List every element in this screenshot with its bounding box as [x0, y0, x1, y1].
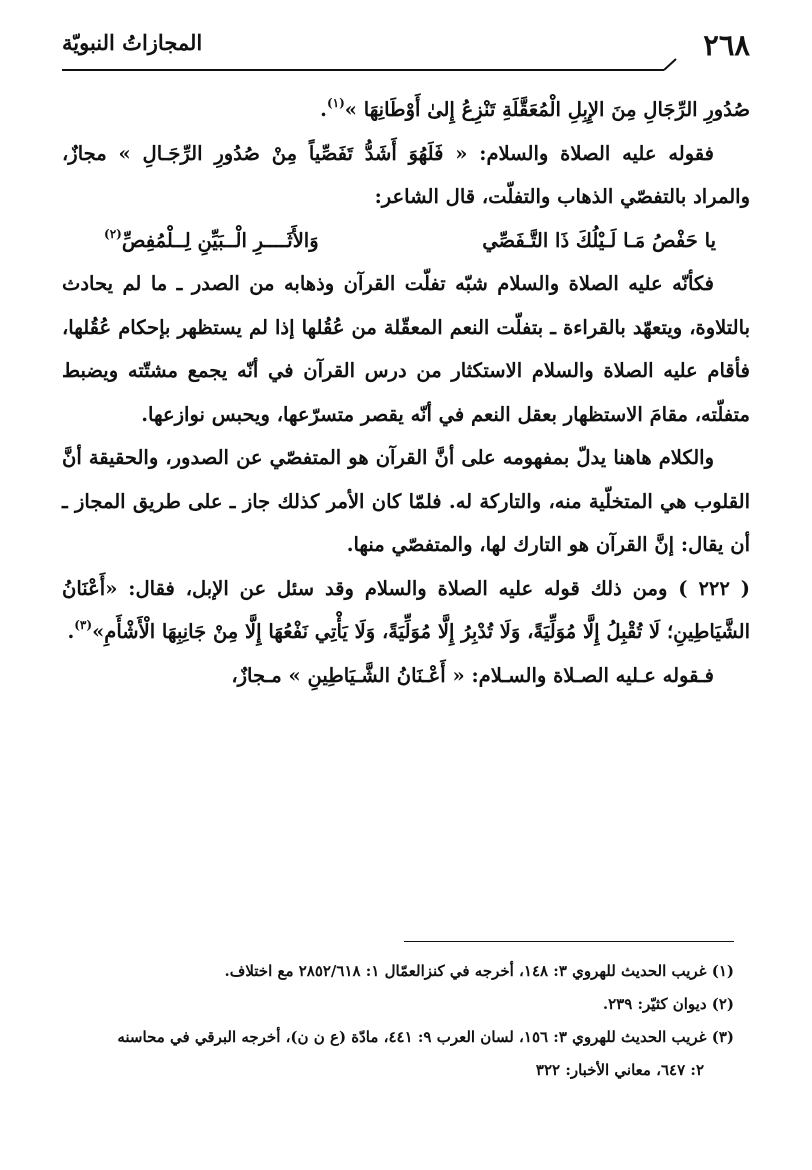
footnotes: [62, 955, 734, 1087]
verse-second-hemistich: وَالأَثَــــرِ الْــبَيِّنِ لِــلْمُفِصِّ$^{(٢)}$: [104, 226, 319, 252]
footnote-ref-3: (٣): [74, 618, 93, 632]
page-header: [62, 30, 750, 72]
footnote-ref-1: (١): [326, 96, 345, 110]
footnote-3: (٣) غريب الحديث للهروي ٣: ١٥٦، لسان العرب ٩: ٤٤١، مادّة (ع ن ن)، أخرجه البرقي في محاسنه: [117, 1028, 734, 1046]
hadith-text: أَعْنَانُ الشَّيَاطِينِ؛ لَا تُقْبِلُ إِلَّا مُوَلِّيَةً، وَلَا تُدْبِرُ إِلَّا مُوَلِّيَةً، وَلَا يَأْتِي نَفْعُهَا إِلَّا مِنْ جَانِبِهَا الْأَشْأَمِ: [62, 576, 750, 643]
paragraph-analogy: فكأنّه عليه الصلاة والسلام شبّه تفلّت القرآن وذهابه من الصدر ـ ما لم يحادث بالتلاوة، ويتعهّد بالقراءة ـ بتفلّت النعم المعقّلة من عُقُلها إذا لم يستظهر بإحكام عُقُلها، فأقام عليه الصلاة والسلام الاستكثار من درس القرآن في أنّه يجمع مشتّته ويضبط متفلّته، مقامَ الاستظهار بعقل النعم في أنّه يقصر متسرّعها، ويحبس نوازعها.: [62, 272, 750, 426]
paragraph-continuation: صُدُورِ الرِّجَالِ مِنَ الإِبِلِ الْمُعَقَّلَةِ تَنْزِعُ إِلىٰ أَوْطَانِهَا »$^{(١)}$.: [320, 96, 750, 121]
footnote-ref-2: (٢): [104, 226, 122, 241]
footnote-3-continuation: ٢: ٦٤٧، معاني الأخبار: ٣٢٢: [535, 1061, 704, 1079]
main-text: [62, 88, 750, 697]
hadith-entry: ( ٢٢٢ ) ومن ذلك قوله عليه الصلاة والسلام وقد سئل عن الإبل، فقال: «أَعْنَانُ الشَّيَاطِينِ؛ لَا تُقْبِلُ إِلَّا مُوَلِّيَةً، وَلَا تُدْبِرُ إِلَّا مُوَلِّيَةً، وَلَا يَأْتِي نَفْعُهَا إِلَّا مِنْ جَانِبِهَا الْأَشْأَمِ»$^{(٣)}$.: [62, 576, 750, 643]
header-rule: [62, 58, 750, 72]
paragraph-quote-explanation: فقوله عليه الصلاة والسلام: « فَلَهُوَ أَشَدُّ تَفَصِّياً مِنْ صُدُورِ الرِّجَـالِ » مجازٌ، والمراد بالتفصّي الذهاب والتفلّت، قال الشاعر:: [62, 141, 750, 208]
paragraph-commentary: فـقوله عـليه الصـلاة والسـلام: « أَعْـنَانُ الشَّـيَاطِينِ » مـجازٌ،: [231, 663, 714, 687]
running-title: المجازاتُ النبويّة: [62, 30, 203, 55]
paragraph-reality: والكلام هاهنا يدلّ بمفهومه على أنَّ القرآن هو المتفصّي عن الصدور، والحقيقة أنَّ القلوب هي المتخلّية منه، والتاركة له. فلمّا كان الأمر كذلك جاز ـ على طريق المجاز ـ أن يقال: إنَّ القرآن هو التارك لها، والمتفصّي منها.: [62, 446, 750, 556]
footnote-2: (٢) ديوان كثيّر: ٢٣٩.: [602, 995, 734, 1013]
verse-first-hemistich: يا حَفْصُ مَـا لَـيْلُكَ ذَا التَّـفَصِّي: [482, 228, 716, 252]
footnote-divider: [404, 941, 734, 942]
hadith-number: ( ٢٢٢ ): [678, 576, 750, 600]
poem-verse: [62, 219, 750, 263]
footnote-1: (١) غريب الحديث للهروي ٣: ١٤٨، أخرجه في كنزالعمّال ١: ٢٨٥٢/٦١٨ مع اختلاف.: [224, 962, 734, 980]
page-number: ٢٦٨: [703, 28, 750, 62]
